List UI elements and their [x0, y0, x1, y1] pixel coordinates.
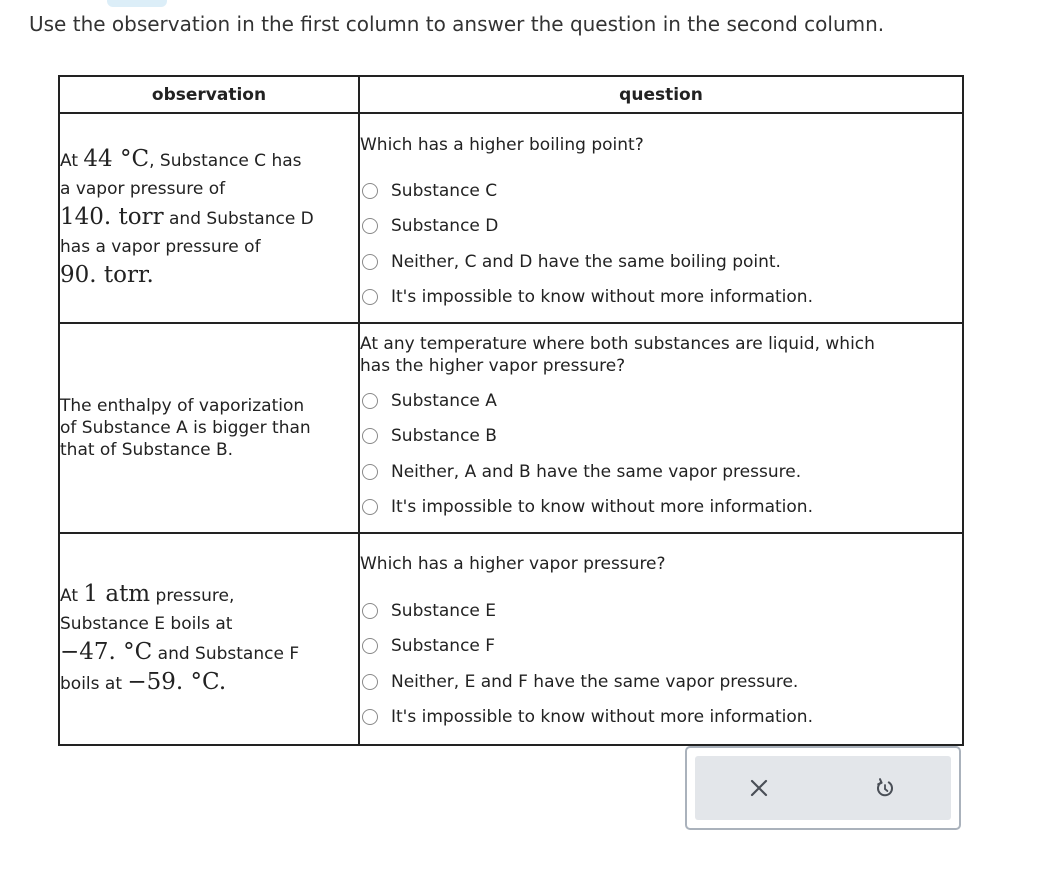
- observation-text: At 1 atm pressure, Substance E boils at −47. °C and Substance F boils at −59. °C.: [60, 581, 300, 695]
- math-value: 90. torr.: [60, 262, 154, 288]
- radio-button[interactable]: [362, 289, 378, 305]
- clear-button[interactable]: [741, 770, 777, 806]
- question-text: Which has a higher vapor pressure?: [360, 554, 666, 574]
- math-value: −59. °C.: [127, 669, 227, 695]
- observation-cell: [59, 113, 359, 323]
- answer-option[interactable]: Substance C: [360, 181, 962, 201]
- observation-cell: [59, 323, 359, 533]
- top-tab-indicator: [107, 0, 167, 7]
- header-question: question: [359, 76, 963, 113]
- table-header-row: [59, 76, 963, 113]
- radio-button[interactable]: [362, 674, 378, 690]
- radio-button[interactable]: [362, 218, 378, 234]
- reset-button[interactable]: [867, 770, 903, 806]
- table-row: [59, 113, 963, 323]
- observation-text: At 44 °C, Substance C has a vapor pressure of 140. torr and Substance D has a vapor pressure of 90. torr.: [60, 146, 314, 288]
- answer-option[interactable]: Substance D: [360, 216, 962, 236]
- table-row: [59, 323, 963, 533]
- radio-button[interactable]: [362, 499, 378, 515]
- answer-option[interactable]: Substance E: [360, 601, 962, 621]
- math-value: 1 atm: [83, 581, 151, 607]
- question-text: At any temperature where both substances are liquid, which has the higher vapor pressure?: [360, 334, 875, 376]
- instruction-text: Use the observation in the first column to answer the question in the second column.: [29, 12, 885, 36]
- radio-button[interactable]: [362, 254, 378, 270]
- math-value: −47. °C: [60, 639, 153, 665]
- answer-option[interactable]: It's impossible to know without more information.: [360, 707, 962, 727]
- table-row: [59, 533, 963, 745]
- answer-option[interactable]: Substance B: [360, 426, 962, 446]
- radio-button[interactable]: [362, 638, 378, 654]
- question-table: [58, 75, 964, 746]
- math-value: 140. torr: [60, 204, 164, 230]
- answer-option[interactable]: Neither, E and F have the same vapor pressure.: [360, 672, 962, 692]
- question-cell: [359, 113, 963, 323]
- question-text: Which has a higher boiling point?: [360, 135, 644, 155]
- radio-button[interactable]: [362, 603, 378, 619]
- answer-controls: [685, 746, 961, 830]
- answer-option[interactable]: Neither, C and D have the same boiling point.: [360, 252, 962, 272]
- observation-text: The enthalpy of vaporization of Substance A is bigger than that of Substance B.: [60, 396, 311, 460]
- question-cell: [359, 323, 963, 533]
- question-cell: [359, 533, 963, 745]
- math-value: 44 °C: [83, 146, 150, 172]
- undo-icon: [874, 777, 896, 799]
- answer-option[interactable]: It's impossible to know without more information.: [360, 287, 962, 307]
- radio-button[interactable]: [362, 183, 378, 199]
- answer-option[interactable]: Neither, A and B have the same vapor pressure.: [360, 462, 962, 482]
- observation-cell: [59, 533, 359, 745]
- answer-option[interactable]: Substance A: [360, 391, 962, 411]
- header-observation: observation: [59, 76, 359, 113]
- radio-button[interactable]: [362, 709, 378, 725]
- answer-option[interactable]: Substance F: [360, 636, 962, 656]
- radio-button[interactable]: [362, 428, 378, 444]
- x-icon: [748, 777, 770, 799]
- answer-option[interactable]: It's impossible to know without more information.: [360, 497, 962, 517]
- radio-button[interactable]: [362, 393, 378, 409]
- radio-button[interactable]: [362, 464, 378, 480]
- answer-controls-panel: [695, 756, 951, 820]
